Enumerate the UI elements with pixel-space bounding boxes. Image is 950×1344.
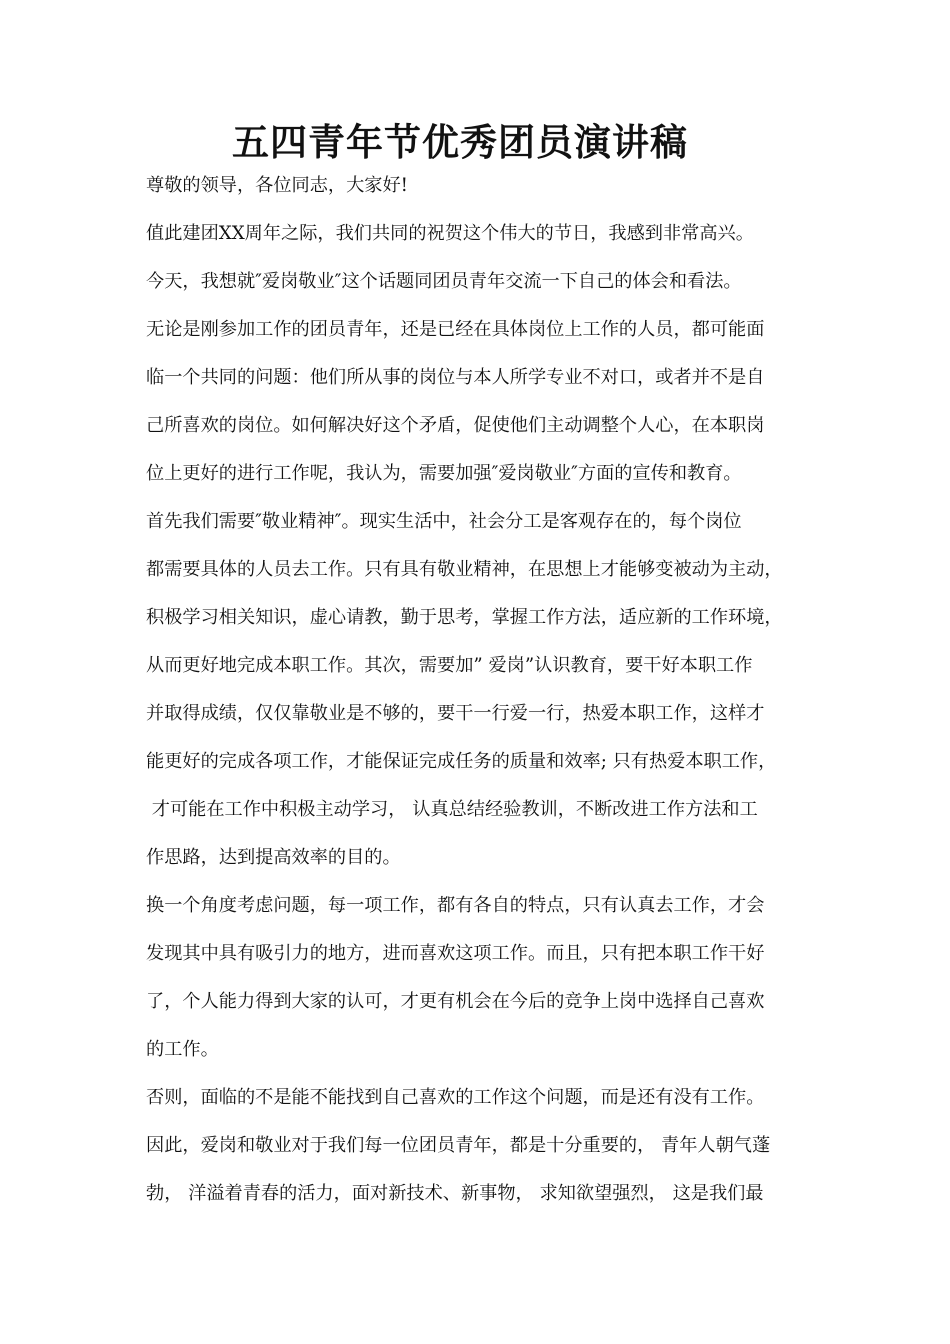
text-line: 能更好的完成各项工作，才能保证完成任务的质量和效率; 只有热爱本职工作， [146, 751, 777, 772]
text-line: 首先我们需要″敬业精神″。现实生活中，社会分工是客观存在的，每个岗位 [146, 511, 742, 532]
text-line: 作思路，达到提高效率的目的。 [146, 847, 401, 868]
text-line: 位上更好的进行工作呢，我认为，需要加强″爱岗敬业″方面的宣传和教育。 [146, 463, 742, 484]
text-line: 的工作。 [146, 1039, 219, 1060]
text-line: 临一个共同的问题：他们所从事的岗位与本人所学专业不对口，或者并不是自 [146, 367, 765, 388]
text-line: 否则，面临的不是能不能找到自己喜欢的工作这个问题，而是还有没有工作。 [146, 1087, 765, 1108]
text-line: 发现其中具有吸引力的地方，进而喜欢这项工作。而且，只有把本职工作干好 [146, 943, 765, 964]
text-line: 勃， 洋溢着青春的活力，面对新技术、新事物， 求知欲望强烈， 这是我们最 [146, 1183, 764, 1204]
text-line: 都需要具体的人员去工作。只有具有敬业精神，在思想上才能够变被动为主动， [146, 559, 783, 580]
text-line: 积极学习相关知识，虚心请教，勤于思考，掌握工作方法，适应新的工作环境， [146, 607, 783, 628]
greeting-line: 尊敬的领导，各位同志，大家好! [146, 175, 408, 196]
text-line: 己所喜欢的岗位。如何解决好这个矛盾，促使他们主动调整个人心，在本职岗 [146, 415, 765, 436]
text-line: 因此，爱岗和敬业对于我们每一位团员青年，都是十分重要的， 青年人朝气蓬 [146, 1135, 771, 1156]
text-line: 今天，我想就″爱岗敬业″这个话题同团员青年交流一下自己的体会和看法。 [146, 271, 742, 292]
text-line: 并取得成绩，仅仅靠敬业是不够的，要干一行爱一行，热爱本职工作，这样才 [146, 703, 765, 724]
text-line: 无论是刚参加工作的团员青年，还是已经在具体岗位上工作的人员，都可能面 [146, 319, 765, 340]
text-line: 才可能在工作中积极主动学习， 认真总结经验教训，不断改进工作方法和工 [146, 799, 758, 820]
text-line: 值此建团XX周年之际，我们共同的祝贺这个伟大的节日，我感到非常高兴。 [146, 223, 754, 244]
document-title: 五四青年节优秀团员演讲稿 [232, 120, 688, 164]
text-line: 换一个角度考虑问题，每一项工作，都有各自的特点，只有认真去工作，才会 [146, 895, 765, 916]
text-line: 从而更好地完成本职工作。其次，需要加” 爱岗”认识教育，要干好本职工作 [146, 655, 753, 676]
text-line: 了，个人能力得到大家的认可，才更有机会在今后的竞争上岗中选择自己喜欢 [146, 991, 765, 1012]
